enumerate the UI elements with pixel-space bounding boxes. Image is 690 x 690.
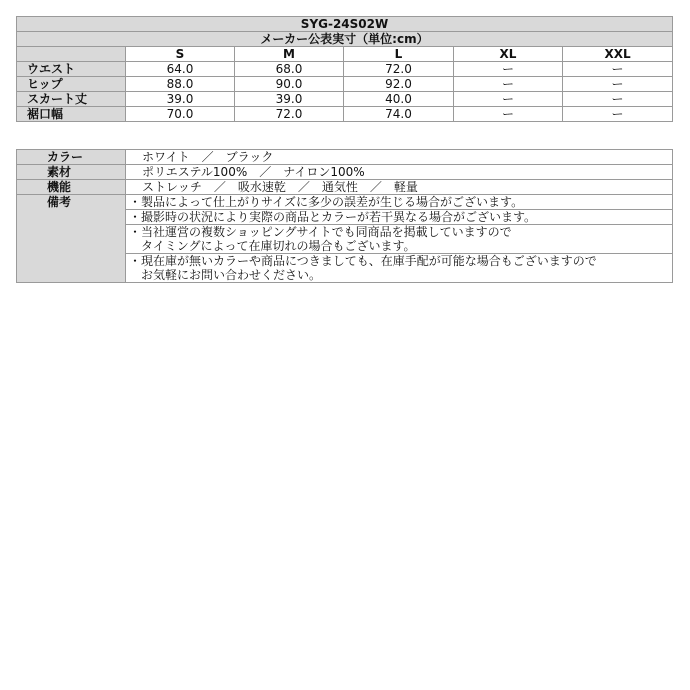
note-item: [126, 225, 673, 254]
size-cell: ー: [563, 107, 673, 122]
size-cell: 72.0: [344, 62, 454, 77]
size-cell: ー: [454, 92, 563, 107]
note-item: [126, 195, 673, 210]
size-header-s: S: [126, 47, 235, 62]
size-cell: ー: [563, 77, 673, 92]
size-cell: ー: [454, 107, 563, 122]
size-cell: ー: [563, 62, 673, 77]
table-row: [17, 150, 673, 165]
size-cell: 68.0: [235, 62, 344, 77]
table-row: [17, 92, 673, 107]
size-cell: ー: [454, 77, 563, 92]
table-row: [17, 77, 673, 92]
size-cell: 74.0: [344, 107, 454, 122]
size-cell: 92.0: [344, 77, 454, 92]
material-label: 素材: [17, 165, 126, 180]
row-label-waist: ウエスト: [17, 62, 126, 77]
note-item: [126, 210, 673, 225]
size-header-blank: [17, 47, 126, 62]
size-cell: 72.0: [235, 107, 344, 122]
function-label: 機能: [17, 180, 126, 195]
row-label-skirt-length: スカート丈: [17, 92, 126, 107]
size-cell: ー: [563, 92, 673, 107]
table-row: [17, 165, 673, 180]
note-item: [126, 254, 673, 283]
note-text: ・製品によって仕上がりサイズに多少の誤差が生じる場合がございます。: [129, 195, 524, 209]
size-cell: 40.0: [344, 92, 454, 107]
table-row: [17, 107, 673, 122]
row-label-hem-width: 裾口幅: [17, 107, 126, 122]
function-value: ストレッチ ／ 吸水速乾 ／ 通気性 ／ 軽量: [126, 180, 673, 195]
size-header-xl: XL: [454, 47, 563, 62]
size-cell: 70.0: [126, 107, 235, 122]
notes-label: 備考: [17, 195, 126, 283]
size-header-l: L: [344, 47, 454, 62]
color-label: カラー: [17, 150, 126, 165]
material-value: ポリエステル100% ／ ナイロン100%: [126, 165, 673, 180]
size-cell: ー: [454, 62, 563, 77]
size-cell: 64.0: [126, 62, 235, 77]
table-row: [17, 195, 673, 210]
size-chart-subtitle: メーカー公表実寸（単位:cm）: [17, 32, 673, 47]
row-label-hip: ヒップ: [17, 77, 126, 92]
size-chart-table: [16, 16, 673, 122]
note-text: ・当社運営の複数ショッピングサイトでも同商品を掲載していますので: [129, 225, 512, 239]
note-text-continued: お気軽にお問い合わせください。: [141, 268, 322, 282]
table-row: [17, 180, 673, 195]
size-cell: 88.0: [126, 77, 235, 92]
color-value: ホワイト ／ ブラック: [126, 150, 673, 165]
note-text: ・現在庫が無いカラーや商品につきましても、在庫手配が可能な場合もございますので: [129, 254, 597, 268]
product-model: SYG-24S02W: [17, 17, 673, 32]
product-info-table: [16, 149, 673, 283]
size-cell: 90.0: [235, 77, 344, 92]
size-cell: 39.0: [126, 92, 235, 107]
table-row: [17, 62, 673, 77]
note-text: ・撮影時の状況により実際の商品とカラーが若干異なる場合がございます。: [129, 210, 537, 224]
note-text-continued: タイミングによって在庫切れの場合もございます。: [141, 239, 416, 253]
size-header-xxl: XXL: [563, 47, 673, 62]
size-cell: 39.0: [235, 92, 344, 107]
size-header-m: M: [235, 47, 344, 62]
